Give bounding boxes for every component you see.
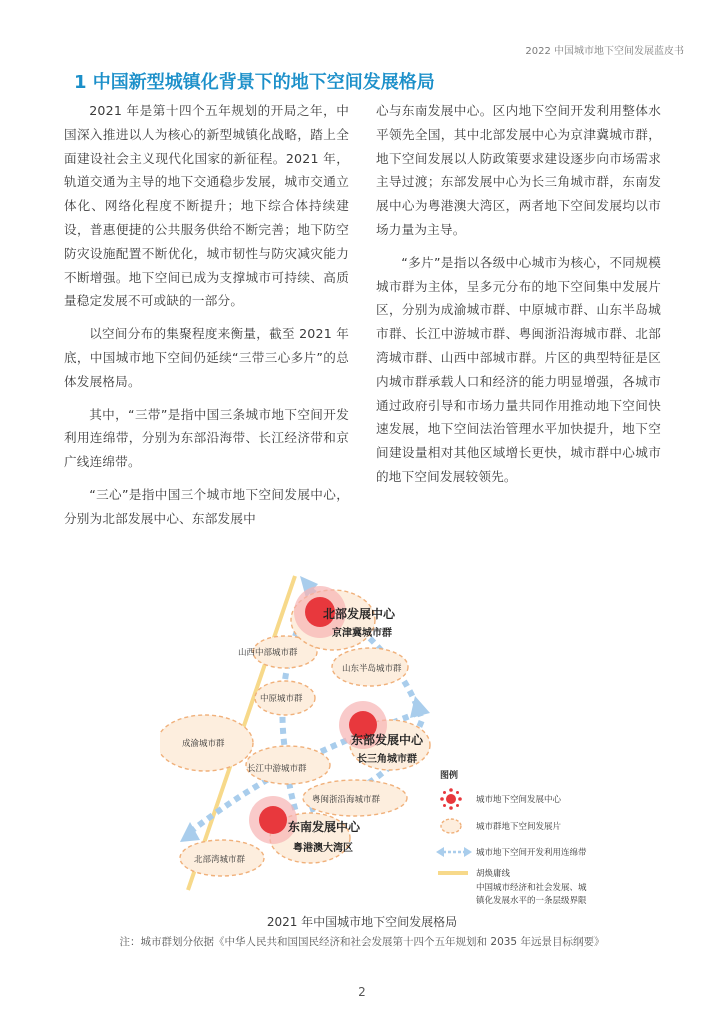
center-region: 京津冀城市群 <box>332 628 392 639</box>
belt-arrow-icon <box>436 847 472 857</box>
paragraph: 心与东南发展中心。区内地下空间开发利用整体水平领先全国，其中北部发展中心为京津冀城市群，地下空间发展以人防政策要求建设逐步向市场需求主导过渡；东部发展中心为长三角城市群，东南发展中心为粤港澳大湾区，两者地下空间发展均以市场力量为主导。 <box>376 103 661 237</box>
legend-title: 图例 <box>440 771 459 781</box>
arrow-head <box>410 696 430 718</box>
cluster-label: 成渝城市群 <box>182 739 225 749</box>
arrow-head <box>180 822 200 842</box>
legend-label: 城市群地下空间发展片 <box>476 822 562 832</box>
development-center-icon <box>440 788 462 810</box>
center-name: 东部发展中心 <box>351 733 424 747</box>
center-region: 粤港澳大湾区 <box>293 843 353 854</box>
center-dot <box>259 806 287 834</box>
cluster-area-icon <box>441 819 461 833</box>
paragraph: 以空间分布的集聚程度来衡量，截至 2021 年底，中国城市地下空间仍延续“三带三心多片”的总体发展格局。 <box>64 326 349 389</box>
paragraph: “三心”是指中国三个城市地下空间发展中心，分别为北部发展中心、东部发展中 <box>64 486 349 526</box>
legend-label: 胡焕庸线 <box>476 869 511 879</box>
cluster-label: 山东半岛城市群 <box>342 664 402 674</box>
figure-note: 注：城市群划分依据《中华人民共和国国民经济和社会发展第十四个五年规划和 2035 年远景目标纲要》 <box>119 936 605 948</box>
paragraph: 2021 年是第十四个五年规划的开局之年，中国深入推进以人为核心的新型城镇化战略，踏上全面建设社会主义现代化国家的新征程。2021 年，轨道交通为主导的地下交通稳步发展，城市交通立体化、网络化程度不断提升；地下综合体持续建设，普惠便捷的公共服务供给不断完善；地下防空防灾设施配置不断优化，城市韧性与防灾减灾能力不断增强。地下空间已成为支撑城市可持续、高质量稳定发展不可或缺的一部分。 <box>64 103 349 309</box>
center-region: 长三角城市群 <box>357 754 417 765</box>
center-name: 北部发展中心 <box>323 607 396 621</box>
cluster-label: 中原城市群 <box>260 694 303 704</box>
cluster-label: 长江中游城市群 <box>247 764 307 774</box>
publication-header: 2022 中国城市地下空间发展蓝皮书 <box>525 46 684 57</box>
center-name: 东南发展中心 <box>288 820 361 834</box>
legend-desc: 镇化发展水平的一条层级界限 <box>476 896 587 906</box>
legend-desc: 中国城市经济和社会发展、城 <box>476 883 587 893</box>
figure-legend <box>436 769 587 906</box>
section-title: 1 中国新型城镇化背景下的地下空间发展格局 <box>74 72 435 93</box>
page-number: 2 <box>358 985 366 999</box>
cluster-label: 北部湾城市群 <box>194 855 246 865</box>
legend-label: 城市地下空间开发利用连绵带 <box>476 848 587 858</box>
cluster-label: 粤闽浙沿海城市群 <box>312 795 381 805</box>
body-column-left <box>64 99 349 540</box>
body-column-right <box>376 99 661 498</box>
cluster-label: 山西中部城市群 <box>238 648 298 658</box>
legend-label: 城市地下空间发展中心 <box>476 795 562 805</box>
paragraph: 其中，“三带”是指中国三条城市地下空间开发利用连绵带，分别为东部沿海带、长江经济带和京广线连绵带。 <box>64 406 349 470</box>
figure-title: 2021 年中国城市地下空间发展格局 <box>266 915 458 929</box>
paragraph: “多片”是指以各级中心城市为核心，不同规模城市群为主体，呈多元分布的地下空间集中发展片区，分别为成渝城市群、中原城市群、山东半岛城市群、长江中游城市群、粤闽浙沿海城市群、北部湾城市群、山西中部城市群。片区的典型特征是区内城市群承载人口和经济的能力明显增强，各城市通过政府引导和市场力量共同作用推动地下空间快速发展，地下空间法治管理水平加快提升，地下空间建设量相对其他区域增长更快，城市群中心城市的地下空间发展较领先。 <box>376 254 661 484</box>
development-pattern-figure <box>160 570 630 910</box>
